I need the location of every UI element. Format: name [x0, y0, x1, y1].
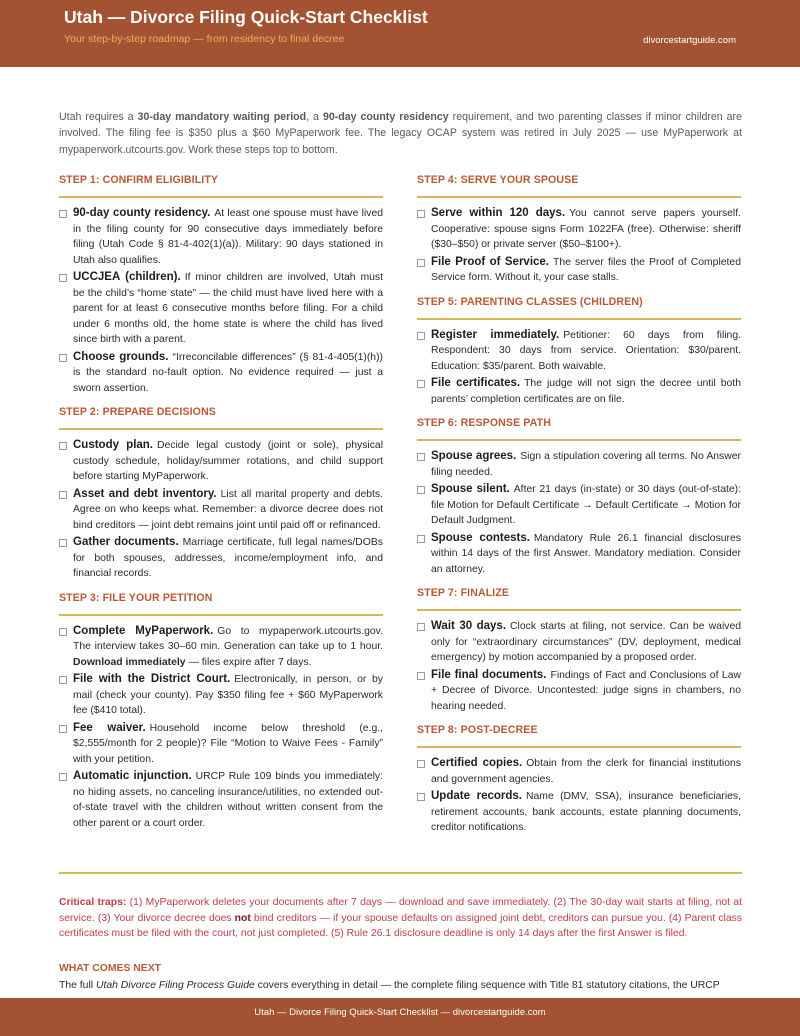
- checkbox[interactable]: [417, 535, 425, 543]
- step-heading: STEP 3: FILE YOUR PETITION: [59, 592, 383, 616]
- checklist-item: [417, 482, 741, 529]
- item-lead: File final documents.: [431, 668, 547, 681]
- critical-traps-text: bind creditors — if your spouse defaults on assigned joint debt, creditors can pursue you. (4) Parent class certificates must be filed with the court, not just completed. (5) Rule 26.1 disclosure deadline is only 14 days after the first Answer is filed.: [59, 912, 742, 940]
- checkbox[interactable]: [59, 676, 67, 684]
- left-column: [59, 174, 383, 841]
- checklist: [417, 206, 741, 286]
- item-lead: File Proof of Service.: [431, 255, 549, 268]
- next-heading: WHAT COMES NEXT: [59, 963, 161, 974]
- item-text: If minor children are involved, Utah must be the child’s “home state” — the child must have lived here with a parent for at least 6 consecutive months before filing. For a child under 6 months old, the home state is where the child has lived since birth with a parent.: [73, 272, 383, 345]
- right-column: [417, 174, 741, 846]
- checkbox[interactable]: [59, 773, 67, 781]
- item-text: “Irreconcilable differences” (§ 81-4-405(1)(h)) is the standard no-fault option. No evidence required — just a sworn assertion.: [73, 351, 383, 394]
- checkbox[interactable]: [417, 380, 425, 388]
- critical-traps: [59, 895, 742, 942]
- step-section: [59, 174, 383, 396]
- checklist: [59, 624, 383, 832]
- checkbox[interactable]: [417, 672, 425, 680]
- checklist-item: [59, 535, 383, 582]
- item-lead: Spouse silent.: [431, 483, 510, 495]
- checkbox[interactable]: [59, 442, 67, 450]
- page-footer: [0, 998, 800, 1036]
- page-subtitle: Your step-by-step roadmap — from residency to final decree: [64, 33, 345, 45]
- checklist-item: [417, 206, 741, 253]
- item-lead: Custody plan.: [73, 439, 154, 451]
- checklist: [417, 756, 741, 836]
- checkbox[interactable]: [59, 491, 67, 499]
- page-header: [0, 0, 800, 67]
- step-section: [59, 406, 383, 582]
- critical-traps-label: Critical traps:: [59, 897, 127, 908]
- item-text: Go to mypaperwork.utcourts.gov. The interview takes 30–60 min. Generation can take up to 1 hour.: [73, 625, 383, 652]
- step-section: [417, 417, 741, 577]
- item-lead: Register immediately.: [431, 328, 560, 341]
- item-text: The server files the Proof of Completed Service form. Without it, your case stalls.: [431, 256, 741, 283]
- step-section: [59, 592, 383, 832]
- step-section: [417, 174, 741, 286]
- item-text: Findings of Fact and Conclusions of Law + Decree of Divorce. Uncontested: judge signs in chambers, no hearing needed.: [431, 669, 741, 712]
- item-lead: UCCJEA (children).: [73, 271, 181, 283]
- checklist: [417, 328, 741, 408]
- checklist-item: [59, 438, 383, 485]
- checkbox[interactable]: [417, 259, 425, 267]
- item-lead: Asset and debt inventory.: [73, 487, 217, 500]
- item-text: URCP Rule 109 binds you immediately: no hiding assets, no canceling insurance/utilities, no extended out-of-state travel with the children without written consent from the other parent or a court order.: [73, 771, 383, 829]
- checklist-item: [59, 624, 383, 671]
- item-text: After 21 days (in-state) or 30 days (out-of-state): file Motion for Default Certificate → Default Certificate → Motion for Default Judgment.: [431, 484, 741, 526]
- checklist-item: [417, 789, 741, 836]
- section-divider: [59, 872, 742, 874]
- checkbox[interactable]: [59, 539, 67, 547]
- step-section: [417, 724, 741, 836]
- step-heading: STEP 8: POST-DECREE: [417, 724, 741, 748]
- item-emphasis: Download immediately: [73, 656, 186, 668]
- checklist-item: [59, 206, 383, 268]
- checkbox[interactable]: [417, 793, 425, 801]
- item-lead: 90-day county residency.: [73, 207, 211, 219]
- item-lead: Update records.: [431, 790, 523, 802]
- checklist-item: [59, 487, 383, 534]
- step-heading: STEP 6: RESPONSE PATH: [417, 417, 741, 441]
- intro-emphasis: 90-day county residency: [322, 111, 449, 123]
- critical-traps-text: (1) MyPaperwork deletes your documents after 7 days — download and save immediately. (2) The 30-day wait starts at filing, not at service. (3) Your divorce decree does: [59, 897, 742, 924]
- intro-emphasis: 30-day mandatory waiting period: [137, 111, 307, 123]
- checkbox[interactable]: [59, 628, 67, 636]
- step-heading: STEP 4: SERVE YOUR SPOUSE: [417, 174, 741, 198]
- intro-paragraph: [59, 109, 742, 158]
- item-lead: Wait 30 days.: [431, 620, 507, 632]
- step-heading: STEP 1: CONFIRM ELIGIBILITY: [59, 174, 383, 198]
- checklist: [417, 449, 741, 577]
- checkbox[interactable]: [417, 623, 425, 631]
- checkbox[interactable]: [59, 725, 67, 733]
- next-text-part: The full: [59, 980, 96, 991]
- site-link[interactable]: divorcestartguide.com: [643, 35, 736, 46]
- checkbox[interactable]: [417, 332, 425, 340]
- item-lead: Serve within 120 days.: [431, 207, 566, 219]
- checklist-item: [59, 721, 383, 768]
- item-lead: Certified copies.: [431, 757, 523, 769]
- checkbox[interactable]: [417, 453, 425, 461]
- checkbox[interactable]: [59, 354, 67, 362]
- item-text: Petitioner: 60 days from filing. Respondent: 30 days from service. Orientation: $30/parent. Education: $35/parent. Both waivable.: [431, 329, 741, 372]
- checklist-item: [417, 376, 741, 407]
- item-text: Marriage certificate, full legal names/DOBs for both spouses, addresses, income/employment info, and financial records.: [73, 537, 383, 579]
- checkbox[interactable]: [417, 210, 425, 218]
- intro-text: Utah requires a: [59, 111, 138, 123]
- checklist-item: [417, 756, 741, 787]
- guide-title: Utah Divorce Filing Process Guide: [95, 980, 255, 991]
- item-lead: Fee waiver.: [73, 721, 146, 734]
- next-text: [59, 978, 742, 996]
- critical-traps-emphasis: not: [234, 912, 251, 924]
- page-title: Utah — Divorce Filing Quick-Start Checklist: [64, 7, 428, 27]
- item-text: At least one spouse must have lived in the filing county for 90 consecutive days immediately before filing (Utah Code § 81-4-402(1)(a)). Military: 90 days stationed in Utah also qualifies.: [73, 208, 383, 266]
- item-text: Household income below threshold (e.g., $2,555/month for 2 people)? File “Motion to Waive Fees - Family” with your petition.: [73, 722, 383, 765]
- item-text: Electronically, in person, or by mail (check your county). Pay $350 filing fee + $60 MyPaperwork fee ($410 total).: [73, 674, 383, 716]
- checklist-item: [417, 449, 741, 480]
- item-text: Sign a stipulation covering all terms. No Answer filing needed.: [431, 451, 741, 478]
- item-lead: File with the District Court.: [73, 673, 231, 685]
- intro-text: , a: [306, 111, 323, 123]
- item-text: Mandatory Rule 26.1 financial disclosures within 14 days of the first Answer. Mandatory mediation. Consider an attorney.: [431, 532, 741, 575]
- checklist-item: [417, 531, 741, 578]
- item-lead: Choose grounds.: [73, 350, 169, 363]
- item-text: Obtain from the clerk for financial institutions and government agencies.: [431, 758, 741, 785]
- checklist-item: [417, 619, 741, 666]
- checkbox[interactable]: [417, 486, 425, 494]
- step-heading: STEP 7: FINALIZE: [417, 587, 741, 611]
- checklist-item: [59, 350, 383, 397]
- item-text: Name (DMV, SSA), insurance beneficiaries, retirement accounts, bank accounts, estate planning documents, creditor notifications.: [431, 791, 741, 833]
- step-section: [417, 296, 741, 408]
- checkbox[interactable]: [59, 210, 67, 218]
- item-text: List all marital property and debts. Agree on who keeps what. Remember: a divorce decree does not bind creditors — joint debt remains joint until paid off or refinanced.: [73, 488, 384, 531]
- checklist-item: [59, 672, 383, 719]
- item-text: Decide legal custody (joint or sole), physical custody schedule, holiday/summer rotations, and child support before starting MyPaperwork.: [73, 440, 384, 482]
- item-lead: File certificates.: [431, 377, 521, 389]
- item-lead: Spouse agrees.: [431, 450, 517, 462]
- item-text: — files expire after 7 days.: [185, 656, 312, 668]
- checklist: [59, 438, 383, 582]
- item-text: Clock starts at filing, not service. Can be waived only for “extraordinary circumstances” (DV, deployment, medical emergency) by motion accompanied by a proposed order.: [431, 621, 742, 663]
- item-lead: Gather documents.: [73, 536, 179, 548]
- item-lead: Automatic injunction.: [73, 770, 192, 782]
- item-lead: Spouse contests.: [431, 531, 530, 544]
- checklist-item: [417, 255, 741, 286]
- step-section: [417, 587, 741, 714]
- item-lead: Complete MyPaperwork.: [73, 624, 214, 637]
- next-text-part: covers everything in detail — the complete filing sequence with Title 81 statutory citations, the URCP: [254, 980, 720, 991]
- checklist-item: [417, 328, 741, 375]
- checklist: [59, 206, 383, 396]
- checklist-item: [59, 769, 383, 831]
- item-text: The judge will not sign the decree until both parents’ completion certificates are on file.: [431, 378, 742, 405]
- intro-text: requirement, and two parenting classes if minor children are involved. The filing fee is $350 plus a $60 MyPaperwork fee. The legacy OCAP system was retired in July 2025 — use MyPaperwork at mypaperwork.utcourts.gov. Work these steps top to bottom.: [59, 111, 742, 156]
- step-heading: STEP 2: PREPARE DECISIONS: [59, 406, 383, 430]
- checklist-item: [59, 270, 383, 348]
- checkbox[interactable]: [59, 274, 67, 282]
- checkbox[interactable]: [417, 760, 425, 768]
- checklist: [417, 619, 741, 714]
- step-heading: STEP 5: PARENTING CLASSES (CHILDREN): [417, 296, 741, 320]
- item-text: You cannot serve papers yourself. Cooperative: spouse signs Form 1022FA (free). Otherwise: sheriff ($30–$50) or private server ($50–$100+).: [431, 208, 741, 250]
- footer-text: Utah — Divorce Filing Quick-Start Checklist — divorcestartguide.com: [254, 1007, 546, 1018]
- checklist-item: [417, 668, 741, 715]
